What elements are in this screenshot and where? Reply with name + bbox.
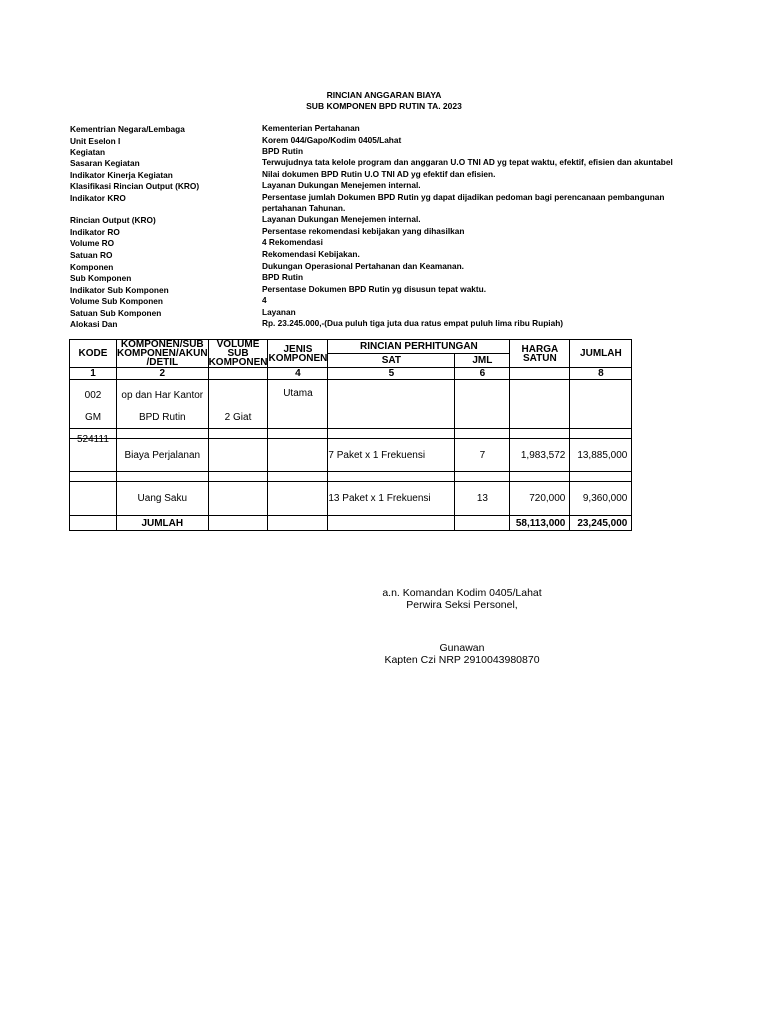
header-harga-line: HARGA <box>521 343 559 355</box>
volume-cell <box>208 380 268 429</box>
komponen-value: BPD Rutin <box>138 412 186 423</box>
column-number-row <box>70 368 632 380</box>
info-value: Kementerian Pertahanan <box>262 123 360 133</box>
kode-cell <box>70 482 117 516</box>
total-row <box>70 516 632 531</box>
header-sat: SAT <box>328 354 455 368</box>
info-label: Indikator RO <box>70 227 120 237</box>
info-value: Persentase rekomendasi kebijakan yang dihasilkan <box>262 226 465 236</box>
info-label: Sub Komponen <box>70 273 132 283</box>
info-label: Kegiatan <box>70 147 106 157</box>
info-label: Komponen <box>70 262 114 272</box>
header-jml: JML <box>455 354 510 368</box>
jenis-cell <box>268 380 328 429</box>
table-row <box>70 439 632 472</box>
kode-cell <box>70 434 117 472</box>
info-label: Klasifikasi Rincian Output (KRO) <box>70 181 200 191</box>
kode-value: GM <box>84 412 102 423</box>
info-label: Satuan Sub Komponen <box>70 308 162 318</box>
col-number: 6 <box>455 368 510 380</box>
komponen-value: op dan Har Kantor <box>121 390 204 401</box>
info-label: Kementrian Negara/Lembaga <box>70 124 185 134</box>
info-label: Unit Eselon I <box>70 136 121 146</box>
signature-line-2: Perwira Seksi Personel, <box>406 599 518 611</box>
table-row <box>70 482 632 516</box>
jenis-cell <box>268 439 328 472</box>
col-number <box>208 368 268 380</box>
info-value: Dukungan Operasional Pertahanan dan Keamanan. <box>262 261 464 271</box>
jenis-value: Utama <box>283 388 313 399</box>
info-value: Persentase Dokumen BPD Rutin yg disusun tepat waktu. <box>262 284 487 294</box>
jumlah-cell: 13,885,000 <box>570 439 632 472</box>
info-value: BPD Rutin <box>262 272 304 282</box>
header-komponen <box>117 340 209 368</box>
komponen-cell <box>117 380 209 429</box>
col-number: 1 <box>70 368 117 380</box>
volume-value: 2 Giat <box>224 412 252 423</box>
info-value: Rp. 23.245.000,-(Dua puluh tiga juta dua ratus empat puluh lima ribu Rupiah) <box>262 318 564 328</box>
info-label: Alokasi Dan <box>70 319 118 329</box>
header-komponen-line: KOMPONEN/AKUN <box>117 348 208 359</box>
jenis-cell <box>268 482 328 516</box>
col-number: 4 <box>268 368 328 380</box>
spacer-row <box>70 429 632 439</box>
komponen-cell: Biaya Perjalanan <box>117 439 209 472</box>
header-volume-line: VOLUME <box>216 339 260 350</box>
table-row <box>70 380 632 429</box>
info-label: Volume Sub Komponen <box>70 296 163 306</box>
info-label: Indikator Kinerja Kegiatan <box>70 170 173 180</box>
volume-cell <box>208 439 268 472</box>
header-jumlah: JUMLAH <box>570 340 632 368</box>
sat-cell <box>328 380 455 429</box>
info-label: Satuan RO <box>70 250 113 260</box>
komponen-cell: Uang Saku <box>117 482 209 516</box>
jumlah-cell <box>570 380 632 429</box>
total-harga: 58,113,000 <box>510 516 570 531</box>
info-value: 4 Rekomendasi <box>262 237 323 247</box>
spacer-row <box>70 472 632 482</box>
volume-cell <box>208 482 268 516</box>
info-label: Indikator KRO <box>70 193 126 203</box>
col-number <box>510 368 570 380</box>
kode-value: 524111 <box>77 434 109 445</box>
info-label: Sasaran Kegiatan <box>70 158 140 168</box>
info-value: Rekomendasi Kebijakan. <box>262 249 360 259</box>
jml-cell: 7 <box>455 439 510 472</box>
header-jenis <box>268 340 328 368</box>
signature-name: Gunawan <box>439 642 485 654</box>
info-value: Terwujudnya tata kelole program dan anggaran U.O TNI AD yg tepat waktu, efektif, efisien dan akuntabel <box>262 157 673 167</box>
header-komponen-line: /DETIL <box>146 357 179 368</box>
info-value: 4 <box>262 295 267 305</box>
total-label: JUMLAH <box>117 516 209 531</box>
header-jenis-line: KOMPONEN <box>268 352 328 364</box>
budget-table <box>69 339 632 531</box>
info-value: Nilai dokumen BPD Rutin U.O TNI AD yg efektif dan efisien. <box>262 169 496 179</box>
info-label: Indikator Sub Komponen <box>70 285 169 295</box>
info-value: BPD Rutin <box>262 146 304 156</box>
header-harga <box>510 340 570 368</box>
total-jumlah: 23,245,000 <box>570 516 632 531</box>
sat-cell: 7 Paket x 1 Frekuensi <box>328 439 455 472</box>
jml-cell: 13 <box>455 482 510 516</box>
col-number: 8 <box>570 368 632 380</box>
header-rincian: RINCIAN PERHITUNGAN <box>328 340 510 354</box>
col-number: 2 <box>117 368 209 380</box>
sat-cell: 13 Paket x 1 Frekuensi <box>328 482 455 516</box>
info-value: Persentase jumlah Dokumen BPD Rutin yg dapat dijadikan pedoman bagi perencanaan pembangunan <box>262 192 665 202</box>
info-value: Layanan <box>262 307 296 317</box>
harga-cell <box>510 380 570 429</box>
harga-cell: 720,000 <box>510 482 570 516</box>
info-value: Layanan Dukungan Menejemen internal. <box>262 180 421 190</box>
jumlah-cell: 9,360,000 <box>570 482 632 516</box>
info-value: Layanan Dukungan Menejemen internal. <box>262 214 421 224</box>
info-value-continued: pertahanan Tahunan. <box>262 203 346 213</box>
header-volume-line: KOMPONEN <box>208 357 268 368</box>
document-title: RINCIAN ANGGARAN BIAYA <box>326 90 442 100</box>
signature-rank: Kapten Czi NRP 2910043980870 <box>384 654 540 666</box>
col-number: 5 <box>328 368 455 380</box>
info-label: Rincian Output (KRO) <box>70 215 156 225</box>
header-kode: KODE <box>70 340 117 368</box>
document-subtitle: SUB KOMPONEN BPD RUTIN TA. 2023 <box>306 101 462 111</box>
kode-cell <box>70 380 117 429</box>
info-value: Korem 044/Gapo/Kodim 0405/Lahat <box>262 135 402 145</box>
harga-cell: 1,983,572 <box>510 439 570 472</box>
jml-cell <box>455 380 510 429</box>
header-volume <box>208 340 268 368</box>
header-volume-line: SUB <box>227 348 249 359</box>
header-komponen-line: KOMPONEN/SUB <box>120 339 204 350</box>
kode-value: 002 <box>84 390 102 401</box>
header-jenis-line: JENIS <box>283 343 313 355</box>
signature-line-1: a.n. Komandan Kodim 0405/Lahat <box>382 587 542 599</box>
info-label: Volume RO <box>70 238 115 248</box>
header-harga-line: SATUN <box>523 352 557 364</box>
